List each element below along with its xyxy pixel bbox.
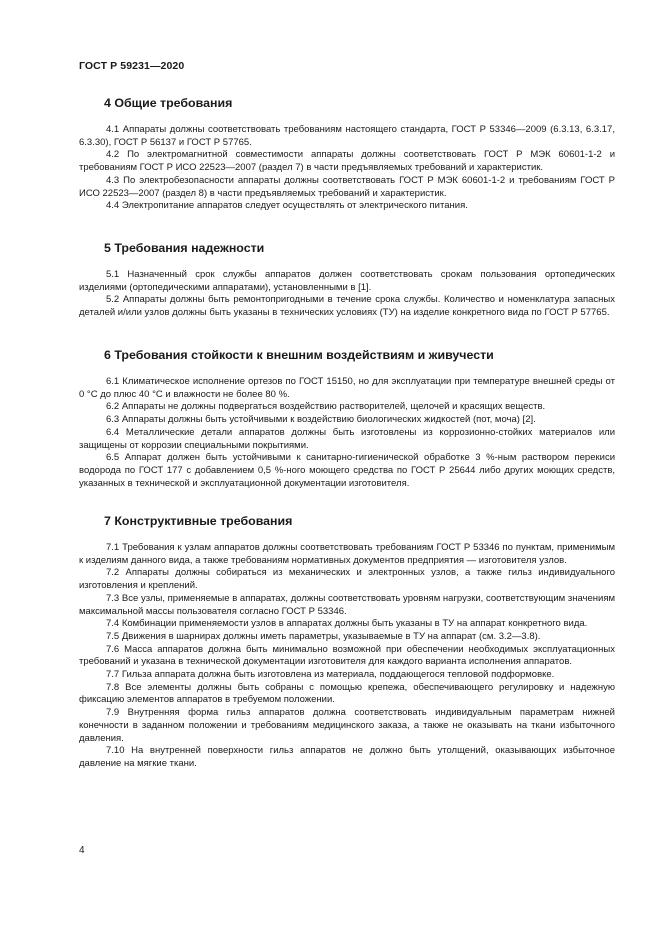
paragraph-4-4: 4.4 Электропитание аппаратов следует осуществлять от электрического питания. xyxy=(106,200,468,212)
section-title: 5 Требования надежности xyxy=(104,241,265,255)
paragraph-7-7: 7.7 Гильза аппарата должна быть изготовлена из материала, поддающегося тепловой подформовке. xyxy=(106,669,555,681)
document-code-header: ГОСТ Р 59231—2020 xyxy=(79,60,185,72)
paragraph-7-1: 7.1 Требования к узлам аппаратов должны соответствовать требованиям ГОСТ Р 53346 по пунктам, применимым к изделиям данного вида, а также требованиям нормативных документов предприятия — изготовителя узлов. xyxy=(79,542,615,566)
paragraph-7-5: 7.5 Движения в шарнирах должны иметь параметры, указываемые в ТУ на аппарат (см. 3.2—3.8). xyxy=(106,630,541,642)
paragraph-6-1: 6.1 Климатическое исполнение ортезов по ГОСТ 15150, но для эксплуатации при температуре внешней среды от 0 °С до плюс 40 °С и влажности не более 80 %. xyxy=(79,376,615,400)
paragraph-6-5: 6.5 Аппарат должен быть устойчивыми к санитарно-гигиенической обработке 3 %-ным раствором перекиси водорода по ГОСТ 177 с добавлением 0,5 %-ного моющего средства по ГОСТ Р 25644 либо других моющих средств, указанных в технической и эксплуатационной документации изготовителя. xyxy=(79,452,615,489)
paragraph-7-8: 7.8 Все элементы должны быть собраны с помощью крепежа, обеспечивающего регулировку и надежную фиксацию элементов аппаратов в требуемом положении. xyxy=(79,681,615,706)
paragraph-7-6: 7.6 Масса аппаратов должна быть минимально возможной при обеспечении необходимых эксплуатационных требований и указана в технической документации изготовителя для каждого варианта исполнения аппаратов. xyxy=(79,643,615,668)
section-5-reliability xyxy=(79,241,615,320)
section-6-resistance xyxy=(79,348,615,490)
paragraph-7-2: 7.2 Аппараты должны собираться из механических и электронных узлов, а также гильз индивидуального изготовления и креплений. xyxy=(79,567,615,592)
paragraph-7-3: 7.3 Все узлы, применяемые в аппаратах, должны соответствовать уровням нагрузки, соответствующим значениям максимальной массы пользователя согласно ГОСТ Р 53346. xyxy=(79,592,615,617)
page-number: 4 xyxy=(79,845,85,856)
paragraph-6-4: 6.4 Металлические детали аппаратов должны быть изготовлены из коррозионно-стойких материалов или защищены от коррозии специальными покрытиями. xyxy=(79,426,615,451)
paragraph-6-3: 6.3 Аппараты должны быть устойчивыми к воздействию биологических жидкостей (пот, моча) [2]. xyxy=(106,414,536,426)
paragraph-4-1: 4.1 Аппараты должны соответствовать требованиям настоящего стандарта, ГОСТ Р 53346—2009 (6.3.13, 6.3.17, 6.3.30), ГОСТ Р 56137 и ГОСТ Р 57765. xyxy=(79,124,615,148)
paragraph-7-9: 7.9 Внутренняя форма гильз аппаратов должна соответствовать индивидуальным параметрам нижней конечности в заданном положении и требованиям медицинского заказа, а также не оказывать на ткани избыточного давления. xyxy=(79,707,615,744)
document-page xyxy=(79,0,615,935)
paragraph-5-2: 5.2 Аппараты должны быть ремонтопригодными в течение срока службы. Количество и номенклатура запасных деталей и/или узлов должны быть указаны в технических условиях (ТУ) на изделие конкретного вида по ГОСТ Р 57765. xyxy=(79,294,615,319)
section-title: 4 Общие требования xyxy=(104,96,233,110)
paragraph-4-2: 4.2 По электромагнитной совместимости аппараты должны соответствовать ГОСТ Р МЭК 60601-1-2 и требованиям ГОСТ Р ИСО 22523—2007 (раздел 7) в части предъявляемых требований и характеристик. xyxy=(79,149,615,174)
section-4-general-requirements xyxy=(79,96,615,213)
paragraph-5-1: 5.1 Назначенный срок службы аппаратов должен соответствовать срокам пользования ортопедических изделиями (ортопедическими аппаратами), установленными в [1]. xyxy=(79,269,615,293)
paragraph-7-4: 7.4 Комбинации применяемости узлов в аппаратах должны быть указаны в ТУ на аппарат конкретного вида. xyxy=(106,618,588,630)
section-7-design xyxy=(79,514,615,771)
paragraph-4-3: 4.3 По электробезопасности аппараты должны соответствовать ГОСТ Р МЭК 60601-1-2 и требованиям ГОСТ Р ИСО 22523—2007 (раздел 8) в части предъявляемых требований и характеристик. xyxy=(79,174,615,199)
paragraph-7-10: 7.10 На внутренней поверхности гильз аппаратов не должно быть утолщений, оказывающих избыточное давление на мягкие ткани. xyxy=(79,745,615,769)
paragraph-6-2: 6.2 Аппараты не должны подвергаться воздействию растворителей, щелочей и красящих веществ. xyxy=(106,401,546,413)
section-title: 6 Требования стойкости к внешним воздействиям и живучести xyxy=(104,348,494,362)
section-title: 7 Конструктивные требования xyxy=(104,514,293,528)
